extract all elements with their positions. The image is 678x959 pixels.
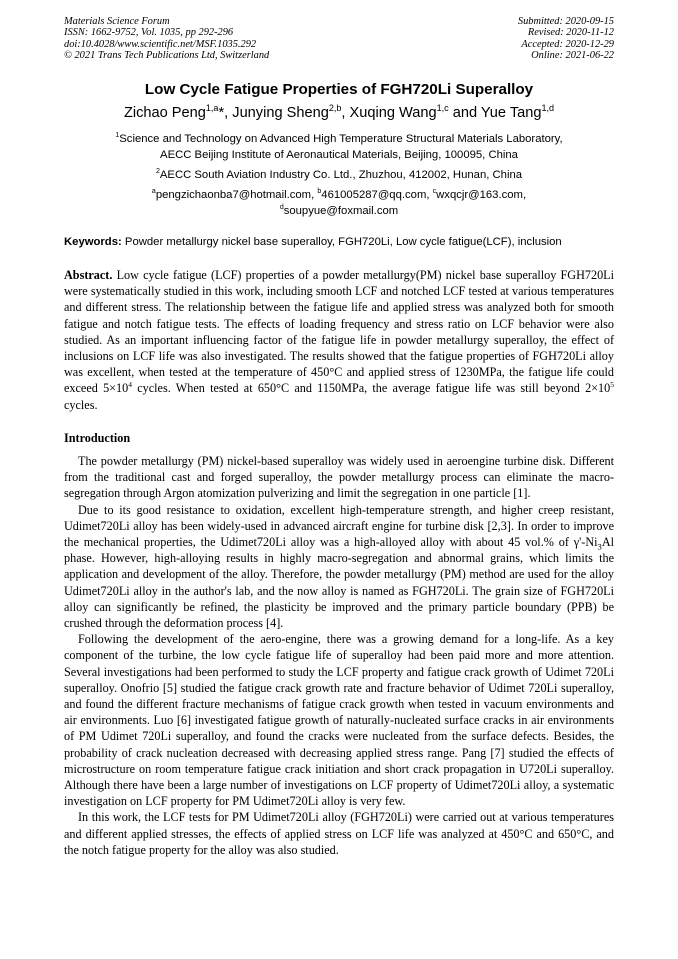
abstract-text: Low cycle fatigue (LCF) properties of a powder metallurgy(PM) nickel base superalloy FGH720Li were systematically studied in this work, including smooth LCF and notched LCF tested at various temperatures and different stress. The relationship between the fatigue life and applied stress was analyzed both for smooth fatigue and notch fatigue tests. The effects of loading frequency and stress ratio on LCF behavior were also studied. As an important influencing factor of the fatigue life in powder metallurgy superalloy, the effect of inclusions on LCF life was also investigated. The results showed that the fatigue properties of FGH720Li alloy was excellent, when tested at the temperature of 450°C and applied stress of 1230MPa, the fatigue life could exceed 5×10 — [64, 268, 614, 396]
author-affiliation-mark: 1,a — [205, 103, 219, 114]
author-separator: and — [448, 105, 481, 121]
paragraph: In this work, the LCF tests for PM Udimet720Li alloy (FGH720Li) were carried out at various temperatures and different applied stresses, the effects of applied stress on LCF life was analyzed at 450°C and 650°C, and the notch fatigue property for the alloy was also studied. — [64, 810, 614, 857]
email-mark: b — [317, 188, 322, 196]
email-mark: d — [279, 203, 284, 211]
affiliation-2 — [64, 167, 614, 183]
email-link[interactable]: 461005287@qq.com — [321, 189, 427, 201]
paragraph-text: Al phase. However, high-alloying results in highly macro-segregation and abnormal grains, which limits the application and development of the alloy. Therefore, the powder metallurgy (PM) method are used for the alloy Udimet720Li alloy in the author's lab, and the now alloy is named as FGH720Li. The grain size of FGH720Li alloy can significantly be refined, the plasticity be improved and the primary particle boundary (PPB) be crushed through the deformation process [4]. — [64, 535, 614, 631]
journal-name: Materials Science Forum — [64, 16, 170, 27]
author-name: Zichao Peng — [123, 105, 206, 121]
author-list — [0, 104, 678, 122]
email-separator: , — [311, 189, 318, 201]
keywords-line — [64, 235, 616, 249]
copyright-info: © 2021 Trans Tech Publications Ltd, Switzerland — [64, 50, 270, 62]
email-link[interactable]: wxqcjr@163.com — [436, 189, 523, 201]
author-affiliation-mark: 2,b — [328, 103, 342, 114]
affiliation-line: AECC Beijing Institute of Aeronautical Materials, Beijing, 100095, China — [160, 149, 518, 161]
email-link[interactable]: soupyue@foxmail.com — [283, 204, 399, 217]
submitted-date: Submitted: 2020-09-15 — [517, 16, 614, 27]
abstract-block — [64, 267, 614, 413]
paragraph: Following the development of the aero-engine, there was a growing demand for a long-life. As a key component of the turbine, the low cycle fatigue life of superalloy had been paid more and more attention. Several investigations had been performed to study the LCF property and fatigue crack growth of Udimet 720Li superalloy. Onofrio [5] studied the fatigue crack growth rate and fracture behavior of Udimet 720Li superalloy, and found the different fracture mechanisms of fatigue crack growth when tested in vacuum environments and air environments. Luo [6] investigated fatigue growth of naturally-nucleated surface cracks in air environments of PM Udimet 720Li superalloy, and found the cracks were nucleated from the surface defects. Besides, the probability of crack nucleation decreased with decreasing applied stress range. Pang [7] studied the effects of microstructure on room temperature fatigue crack initiation and short crack propagation in U720Li superalloy. Although there have been a large number of investigations on LCF property of Udimet720Li alloy, a systematic investigation on LCF property for PM Udimet720Li alloy is very few. — [64, 632, 614, 809]
abstract-text: cycles. — [64, 397, 98, 412]
author-separator: , — [341, 105, 350, 121]
author-name: Yue Tang — [480, 105, 542, 121]
keywords-label: Keywords: — [64, 236, 122, 248]
author-name: Xuqing Wang — [349, 105, 437, 121]
affiliation-1 — [64, 131, 614, 163]
abstract-exponent: 4 — [128, 380, 133, 390]
author-affiliation-mark: 1,c — [436, 103, 449, 114]
paper-title: Low Cycle Fatigue Properties of FGH720Li Superalloy — [144, 81, 534, 98]
email-separator: , — [426, 189, 433, 201]
affiliation-line: Science and Technology on Advanced High Temperature Structural Materials Laboratory, — [119, 133, 563, 145]
author-affiliation-mark: 1,d — [541, 103, 555, 114]
doi-info: doi:10.4028/www.scientific.net/MSF.1035.292 — [64, 38, 257, 50]
email-mark: c — [432, 188, 437, 196]
revised-date: Revised: 2020-11-12 — [527, 27, 614, 39]
publication-dates — [518, 16, 614, 62]
paragraph — [64, 502, 614, 632]
abstract-text: cycles. When tested at 650°C and 1150MPa, the average fatigue life was still beyond 2×10 — [132, 381, 611, 396]
corresponding-author-mark: * — [218, 105, 225, 121]
affiliation-number: 2 — [155, 168, 160, 176]
author-name: Junying Sheng — [232, 105, 329, 121]
accepted-date: Accepted: 2020-12-29 — [521, 38, 614, 50]
paragraph-text: Due to its good resistance to oxidation, excellent high-temperature strength, and higher creep resistant, Udimet720Li alloy has been widely-used in advanced aircraft engine for turbine disk [2,3]. In order to improve the mechanical properties, the Udimet720Li alloy was a high-alloyed alloy with about 45 vol.% of γ'-Ni — [64, 502, 614, 550]
section-heading: Introduction — [64, 431, 131, 445]
online-date: Online: 2021-06-22 — [531, 50, 614, 62]
author-separator: , — [224, 105, 233, 121]
chemical-subscript: 3 — [597, 541, 602, 552]
journal-info — [64, 16, 269, 62]
email-list — [64, 188, 614, 219]
affiliation-number: 1 — [115, 132, 120, 140]
abstract-label: Abstract. — [64, 268, 113, 282]
affiliation-line: AECC South Aviation Industry Co. Ltd., Zhuzhou, 412002, Hunan, China — [159, 169, 523, 181]
keywords-text: Powder metallurgy nickel base superalloy, FGH720Li, Low cycle fatigue(LCF), inclusion — [121, 236, 562, 248]
email-separator: , — [522, 189, 527, 201]
email-link[interactable]: pengzichaonba7@hotmail.com — [155, 189, 312, 201]
email-mark: a — [151, 188, 156, 196]
introduction-body — [64, 453, 614, 858]
abstract-exponent: 5 — [610, 380, 614, 390]
paragraph: The powder metallurgy (PM) nickel-based superalloy was widely used in aeroengine turbine disk. Different from the traditional cast and forged superalloy, the powder metallurgy process can eliminate the macro-segregation through Argon atomization pulverizing and limit the segregation in one particle [1]. — [64, 454, 614, 501]
issn-info: ISSN: 1662-9752, Vol. 1035, pp 292-296 — [64, 27, 234, 39]
